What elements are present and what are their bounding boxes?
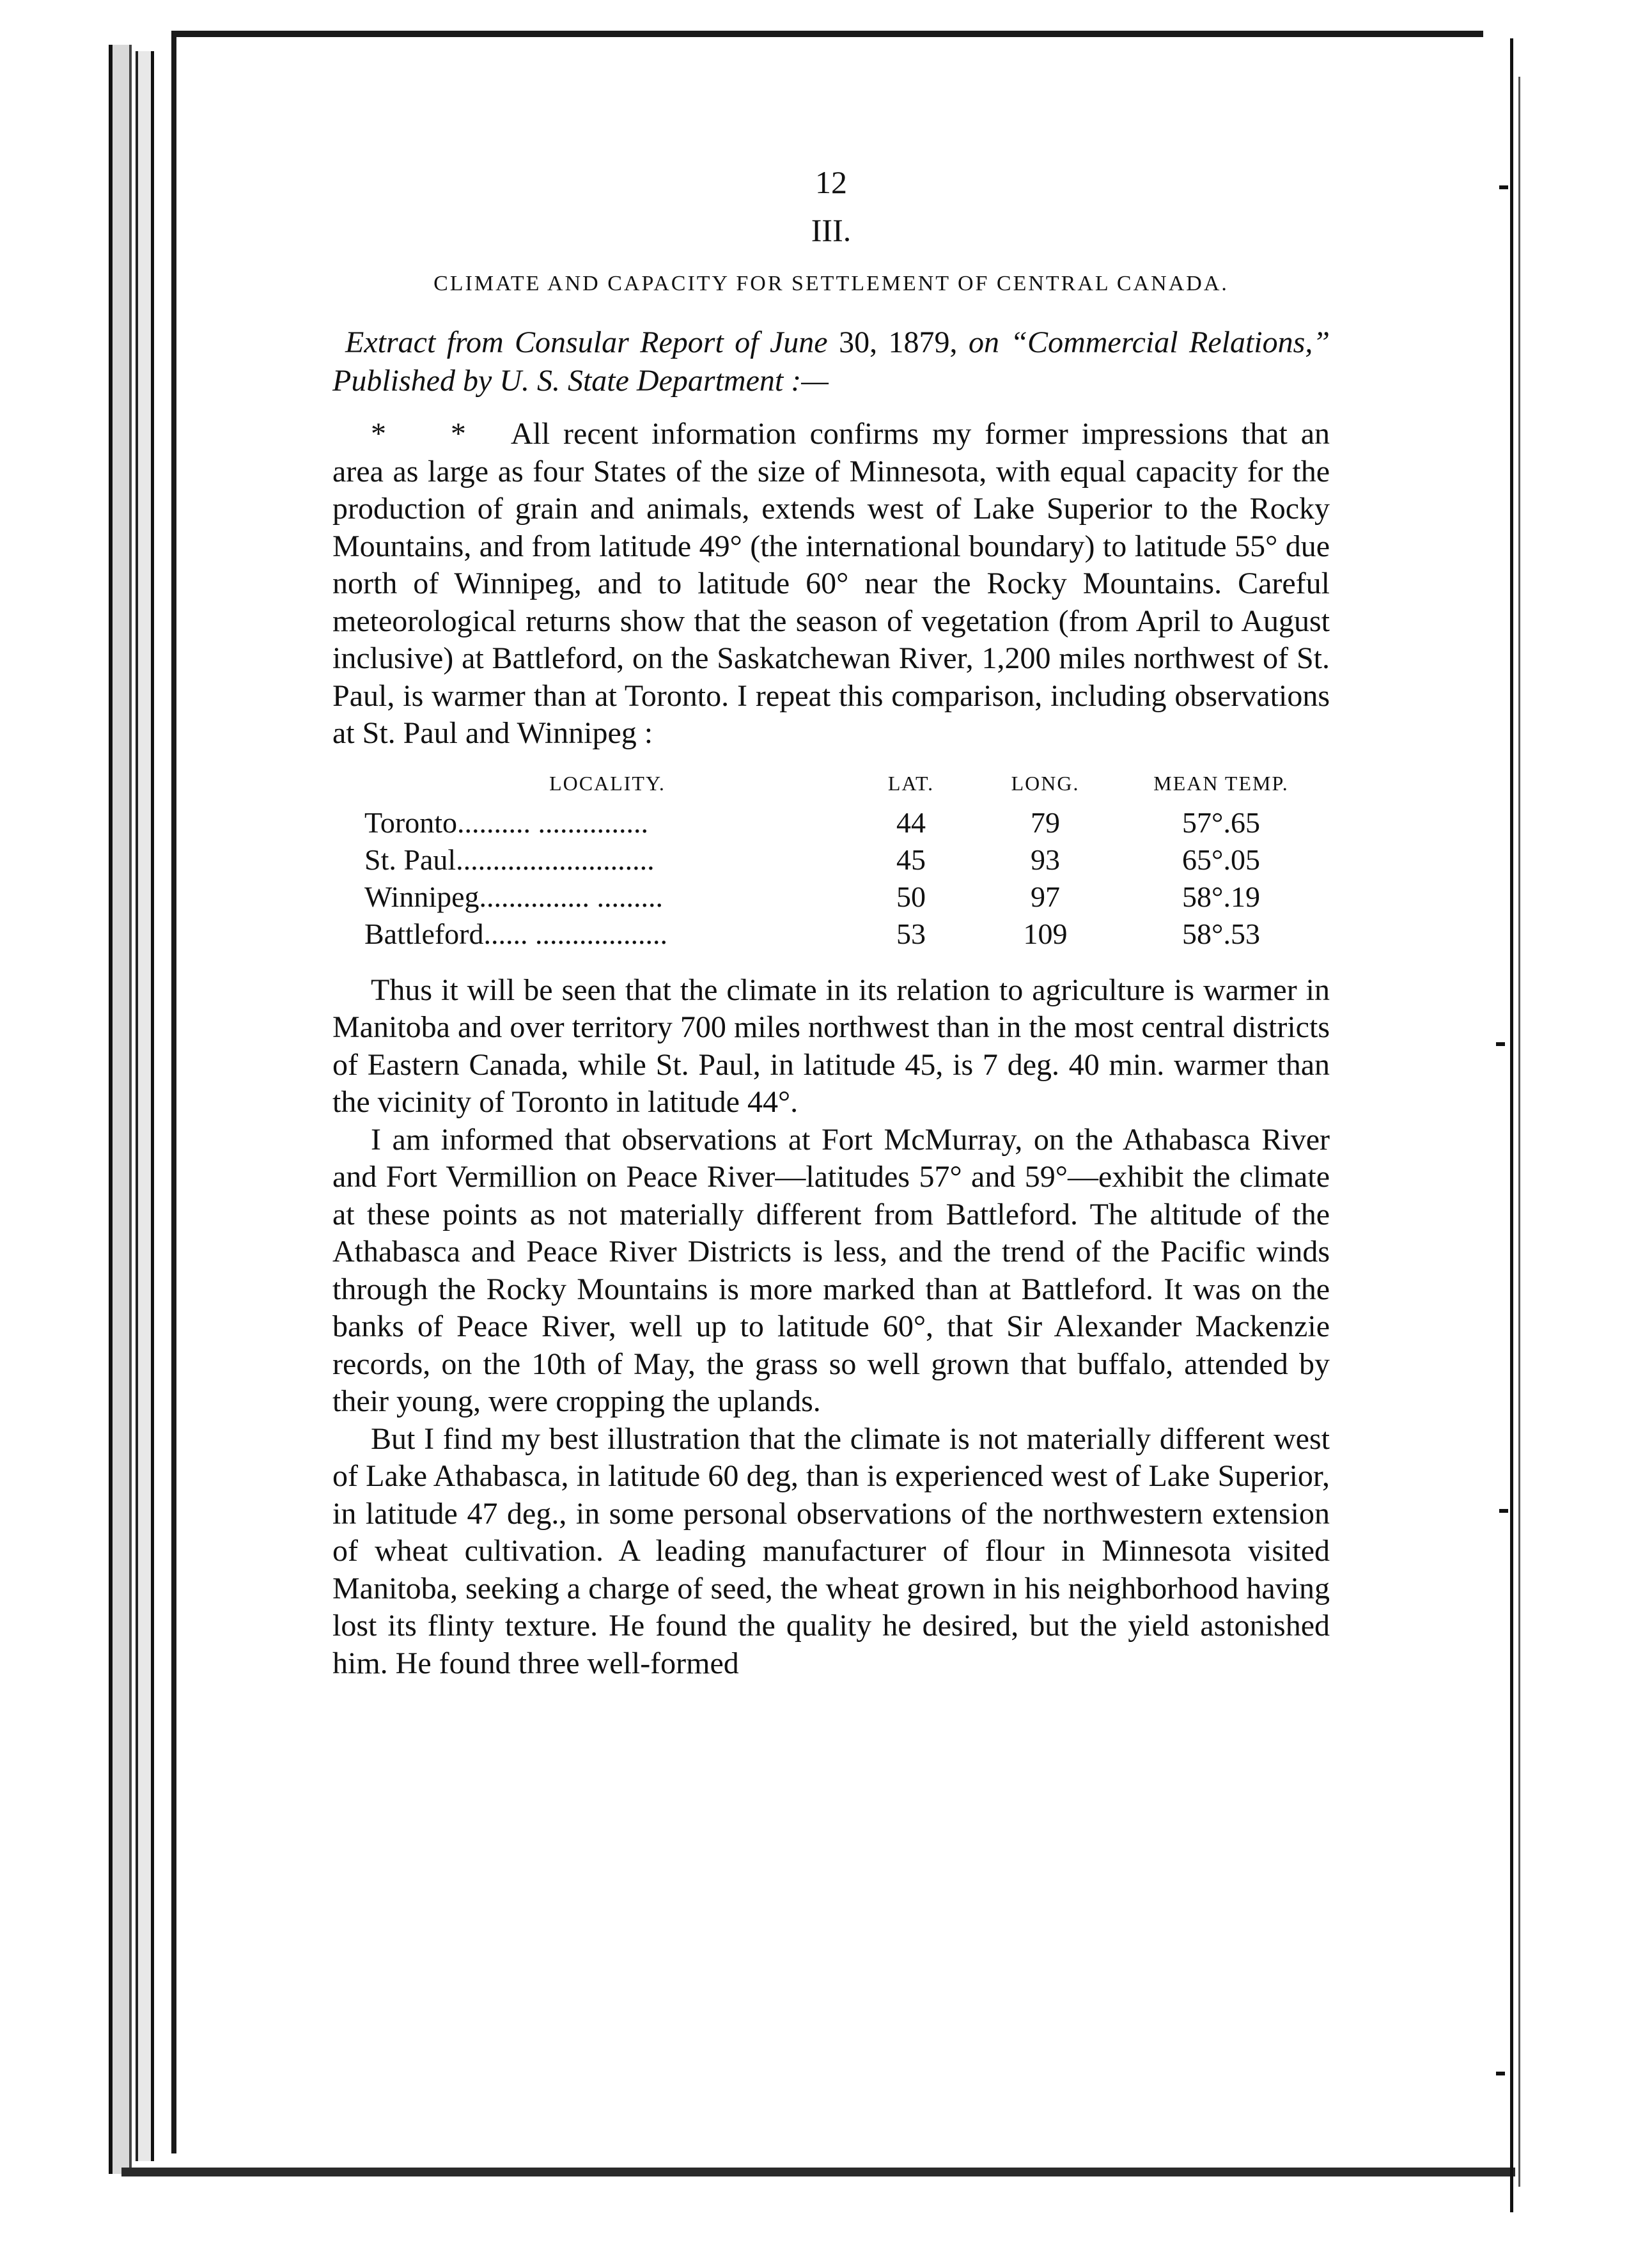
temp-cell: 65°.05 <box>1182 843 1260 876</box>
table-row <box>364 879 1323 916</box>
temp-cell: 58°.53 <box>1182 917 1260 950</box>
page-left-border <box>171 31 176 2153</box>
temp-cell: 57°.65 <box>1182 806 1260 839</box>
extract-heading <box>332 324 1330 400</box>
binding-spine-shadow <box>1518 77 1520 2187</box>
table-row <box>364 916 1323 953</box>
long-cell: 93 <box>1031 843 1060 876</box>
binding-mark <box>1496 1042 1505 1046</box>
paragraph-4: But I find my best illustration that the climate is not materially different west of Lake Athabasca, in latitude 60 deg, than is experienced west of Lake Superior, in latitude 47 deg., in some personal observations of the northwestern extension of wheat cultivation. A leading manufacturer of flour in Minnesota visited Manitoba, seeking a charge of seed, the wheat grown in his neighborhood having lost its flinty texture. He found the quality he desired, but the yield astonished him. He found three well-formed <box>332 1421 1330 1680</box>
column-header-locality: LOCALITY. <box>549 771 666 795</box>
table-header-row <box>364 772 1323 804</box>
climate-table <box>364 772 1323 953</box>
column-header-mean-temp: MEAN TEMP. <box>1153 771 1289 795</box>
paragraph-3: I am informed that observations at Fort McMurray, on the Athabasca River and Fort Vermillion on Peace River—latitudes 57° and 59°—exhibit the climate at these points as not materially different from Battleford. The altitude of the Athabasca and Peace River Districts is less, and the trend of the Pacific winds through the Rocky Mountains is more marked than at Battleford. It was on the banks of Peace River, well up to latitude 60°, that Sir Alexander Mackenzie records, on the 10th of May, the grass so well grown that buffalo, attended by their young, were cropping the uplands. <box>332 1122 1330 1418</box>
locality-cell: Toronto.......... ............... <box>364 806 648 839</box>
lat-cell: 44 <box>896 806 926 839</box>
extract-part1: Extract from Consular Report of June <box>345 325 828 359</box>
section-title: CLIMATE AND CAPACITY FOR SETTLEMENT OF CENTRAL CANADA. <box>433 272 1229 295</box>
locality-cell: St. Paul........................... <box>364 843 655 876</box>
column-header-lat: LAT. <box>887 771 935 795</box>
section-number: III. <box>811 212 852 248</box>
page-bottom-border <box>121 2168 1515 2176</box>
lat-cell: 53 <box>896 917 926 950</box>
table-row <box>364 841 1323 879</box>
page-number: 12 <box>815 164 847 200</box>
page-edge-outer <box>109 45 132 2174</box>
table-row <box>364 804 1323 841</box>
extract-part2: on “Commercial Relations,” Published by U. S. State Department :— <box>332 325 1330 398</box>
lat-cell: 50 <box>896 880 926 913</box>
binding-spine <box>1510 38 1513 2212</box>
extract-date: 30, 1879, <box>839 325 958 359</box>
column-header-long: LONG. <box>1011 771 1080 795</box>
long-cell: 97 <box>1031 880 1060 913</box>
temp-cell: 58°.19 <box>1182 880 1260 913</box>
page-top-border <box>173 31 1483 37</box>
paragraph-1-text: All recent information confirms my former impressions that an area as large as four States of the size of Minnesota, with equal capacity for the production of grain and animals, extends west of Lake Superior to the Rocky Mountains, and from latitude 49° (the international boundary) to latitude 55° due north of Winnipeg, and to latitude 60° near the Rocky Mountains. Careful meteorological returns show that the season of vegetation (from April to August inclusive) at Battleford, on the Saskatchewan River, 1,200 miles northwest of St. Paul, is warmer than at Toronto. I repeat this comparison, including observations at St. Paul and Winnipeg : <box>332 417 1330 750</box>
lat-cell: 45 <box>896 843 926 876</box>
binding-mark <box>1499 185 1508 189</box>
binding-mark <box>1496 2072 1505 2075</box>
locality-cell: Battleford...... .................. <box>364 917 667 950</box>
long-cell: 79 <box>1031 806 1060 839</box>
paragraph-2: Thus it will be seen that the climate in its relation to agriculture is warmer in Manitoba and over territory 700 miles northwest than in the most central districts of Eastern Canada, while St. Paul, in latitude 45, is 7 deg. 40 min. warmer than the vicinity of Toronto in latitude 44°. <box>332 973 1330 1119</box>
page-content <box>332 160 1330 1682</box>
binding-mark <box>1499 1509 1508 1513</box>
locality-cell: Winnipeg............... ......... <box>364 880 664 913</box>
long-cell: 109 <box>1023 917 1068 950</box>
paragraph-1 <box>332 416 1330 753</box>
ellipsis-stars: * * <box>371 417 492 451</box>
page-edge-inner <box>136 51 154 2161</box>
